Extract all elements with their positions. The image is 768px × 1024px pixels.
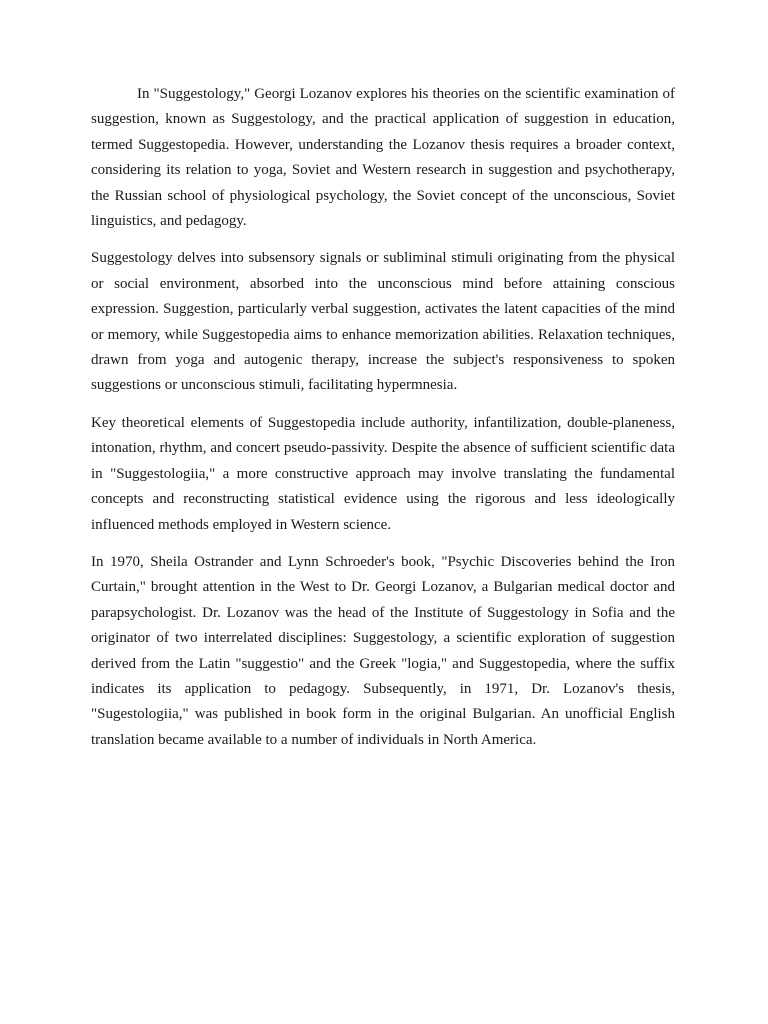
paragraph-intro: In "Suggestology," Georgi Lozanov explores his theories on the scientific examination of suggestion, known as Suggestology, and the practical application of suggestion in education, termed Suggestopedia. However, understanding the Lozanov thesis requires a broader context, considering its relation to yoga, Soviet and Western research in suggestion and psychotherapy, the Russian school of physiological psychology, the Soviet concept of the unconscious, Soviet linguistics, and pedagogy. bbox=[91, 86, 675, 230]
paragraph-history: In 1970, Sheila Ostrander and Lynn Schroeder's book, "Psychic Discoveries behind the Iron Curtain," brought attention in the West to Dr. Georgi Lozanov, a Bulgarian medical doctor and parapsychologist. Dr. Lozanov was the head of the Institute of Suggestology in Sofia and the originator of two interrelated disciplines: Suggestology, a scientific exploration of suggestion derived from the Latin "suggestio" and the Greek "logia," and Suggestopedia, where the suffix indicates its application to pedagogy. Subsequently, in 1971, Dr. Lozanov's thesis, "Sugestologiia," was published in book form in the original Bulgarian. An unofficial English translation became available to a number of individuals in North America. bbox=[91, 553, 675, 748]
paragraph-theoretical-elements: Key theoretical elements of Suggestopedia include authority, infantilization, double-planeness, intonation, rhythm, and concert pseudo-passivity. Despite the absence of sufficient scientific data in "Suggestologiia," a more constructive approach may involve translating the fundamental concepts and reconstructing statistical evidence using the rigorous and less ideologically influenced methods employed in Western science. bbox=[91, 414, 675, 533]
paragraph-suggestology: Suggestology delves into subsensory signals or subliminal stimuli originating from the physical or social environment, absorbed into the unconscious mind before attaining conscious expression. Suggestion, particularly verbal suggestion, activates the latent capacities of the mind or memory, while Suggestopedia aims to enhance memorization abilities. Relaxation techniques, drawn from yoga and autogenic therapy, increase the subject's responsiveness to spoken suggestions or unconscious stimuli, facilitating hypermnesia. bbox=[91, 250, 675, 394]
document-body bbox=[91, 82, 675, 765]
